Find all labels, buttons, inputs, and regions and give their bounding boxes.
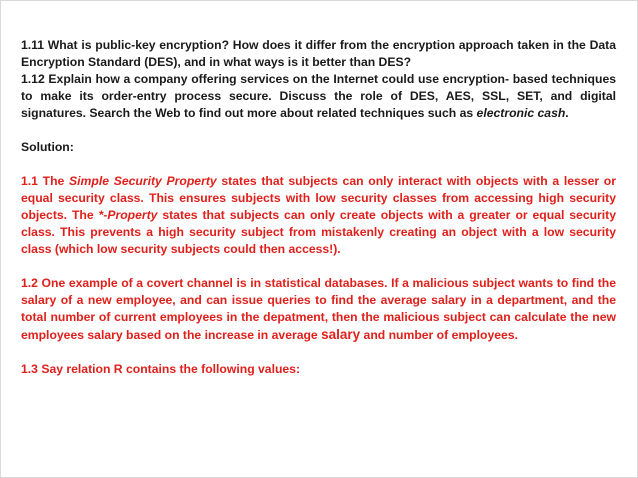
- salary-word: salary: [321, 327, 361, 342]
- simple-security-property-term: Simple Security Property: [69, 174, 217, 188]
- question-1-12: [21, 71, 616, 122]
- answer-1-1: [21, 173, 616, 258]
- answer-1-2-part2: and number of employees.: [360, 328, 518, 342]
- answer-1-1-part1: 1.1 The: [21, 174, 70, 188]
- spacer: [21, 344, 616, 361]
- slide-content: [21, 37, 616, 378]
- question-1-12-end: .: [565, 106, 569, 120]
- question-1-11-text: 1.11 What is public-key encryption? How does it differ from the encryption approach taken in the Data Encryption Standard (DES), and in what ways is it better than DES?: [21, 38, 616, 69]
- electronic-cash-term: electronic cash: [476, 106, 566, 120]
- answer-1-2: [21, 275, 616, 344]
- spacer: [21, 258, 616, 275]
- solution-heading: Solution:: [21, 140, 74, 154]
- star-property-term: *-Property: [98, 208, 158, 222]
- question-1-12-text: 1.12 Explain how a company offering services on the Internet could use encryption- based techniques to make its order-entry process secure. Discuss the role of DES, AES, SSL, SET, and digital signatures. Search the Web to find out more about related techniques such as: [21, 72, 616, 120]
- answer-1-3: 1.3 Say relation R contains the following values:: [21, 362, 301, 376]
- answer-1-2-part1: 1.2 One example of a covert channel is in statistical databases. If a malicious subject wants to find the salary of a new employee, and can issue queries to find the average salary in a department, and the total number of current employees in the depatment, then the malicious subject can calculate the new employees salary based on the increase in average: [21, 276, 616, 342]
- spacer: [21, 122, 616, 139]
- answer-1-1-part2: states that subjects can only interact with objects with a lesser or equal security class. This ensures subjects with low security classes from accessing high security objects. The: [21, 174, 616, 222]
- spacer: [21, 156, 616, 173]
- answer-1-1-part3: states that subjects can only create objects with a greater or equal security class. This prevents a high security subject from mistakenly creating an object with a low security class (which low security subjects could then access!).: [21, 208, 617, 256]
- question-1-11: [21, 37, 616, 71]
